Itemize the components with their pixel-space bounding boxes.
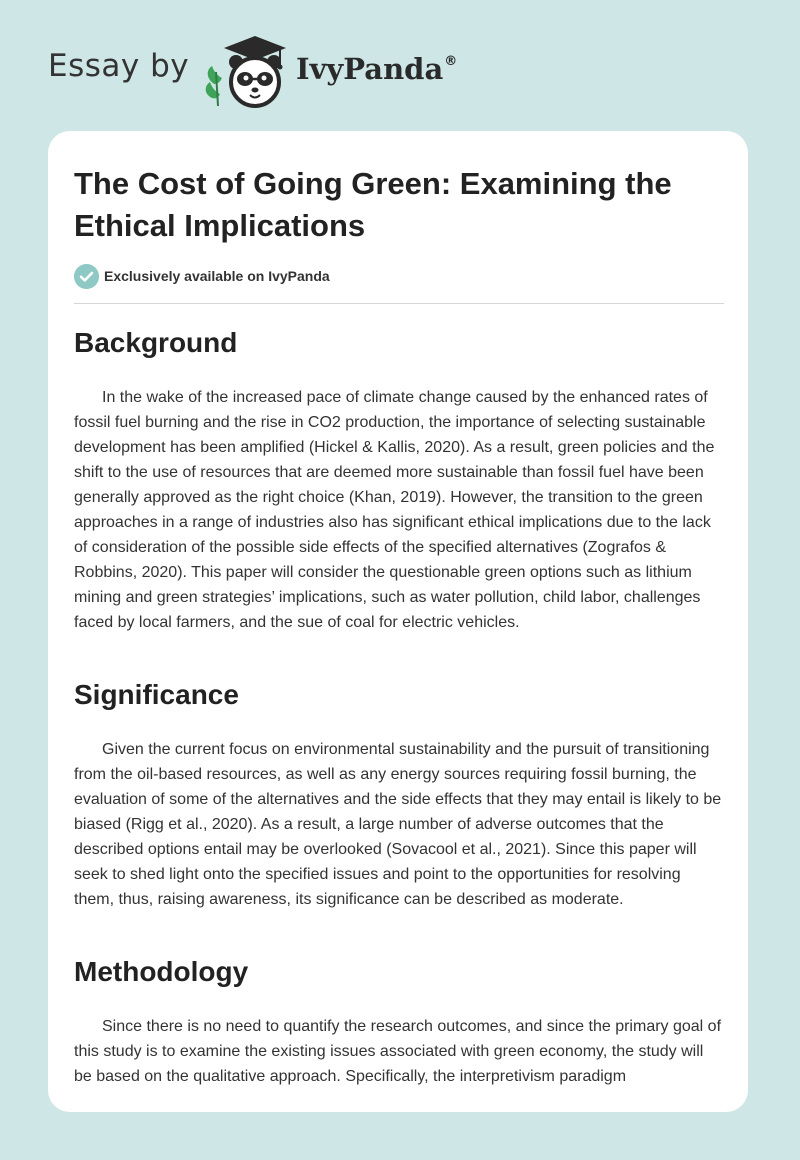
exclusive-badge-text: Exclusively available on IvyPanda	[104, 268, 330, 284]
section-heading-methodology: Methodology	[74, 956, 249, 987]
site-header	[48, 30, 748, 110]
section-text-significance: Given the current focus on environmental sustainability and the pursuit of transitioning from the oil-based resources, as well as any energy sources requiring fossil burning, the evaluation of some of the alternatives and the side effects that they may entail is likely to be biased (Rigg et al., 2020). As a result, a large number of adverse outcomes that the described options entail may be overlooked (Sovacool et al., 2021). Since this paper will seek to shed light onto the specified issues and point to the opportunities for resolving them, thus, raising awareness, its significance can be described as moderate.	[74, 741, 722, 908]
section-heading-significance: Significance	[74, 679, 239, 710]
essay-card	[48, 131, 748, 1112]
brand-name[interactable]	[296, 52, 457, 86]
ivy-leaf-icon	[206, 66, 222, 106]
registered-mark: ®	[444, 54, 458, 69]
exclusive-badge	[74, 263, 330, 289]
brand-text: IvyPanda	[296, 52, 444, 86]
title-divider	[74, 303, 724, 304]
essay-title: The Cost of Going Green: Examining the Ethical Implications	[74, 166, 672, 243]
essay-by-label: Essay by	[48, 48, 190, 84]
section-heading-background: Background	[74, 327, 238, 358]
section-text-methodology: Since there is no need to quantify the research outcomes, and since the primary goal of this study is to examine the existing issues associated with green economy, the study will be based on the qualitative approach. Specifically, the interpretivism paradigm	[74, 1018, 722, 1085]
ivypanda-logo-icon[interactable]	[200, 32, 286, 110]
section-text-background: In the wake of the increased pace of climate change caused by the enhanced rates of fossil fuel burning and the rise in CO2 production, the importance of selecting sustainable development has been amplified (Hickel & Kallis, 2020). As a result, green policies and the shift to the use of resources that are deemed more sustainable than fossil fuel have been generally approved as the right choice (Khan, 2019). However, the transition to the green approaches in a range of industries also has significant ethical implications due to the lack of consideration of the possible side effects of the specified alternatives (Zografos & Robbins, 2020). This paper will consider the questionable green options such as lithium mining and green strategies’ implications, such as water pollution, child labor, challenges faced by local farmers, and the sue of coal for electric vehicles.	[74, 389, 715, 631]
check-circle-icon	[74, 264, 99, 289]
